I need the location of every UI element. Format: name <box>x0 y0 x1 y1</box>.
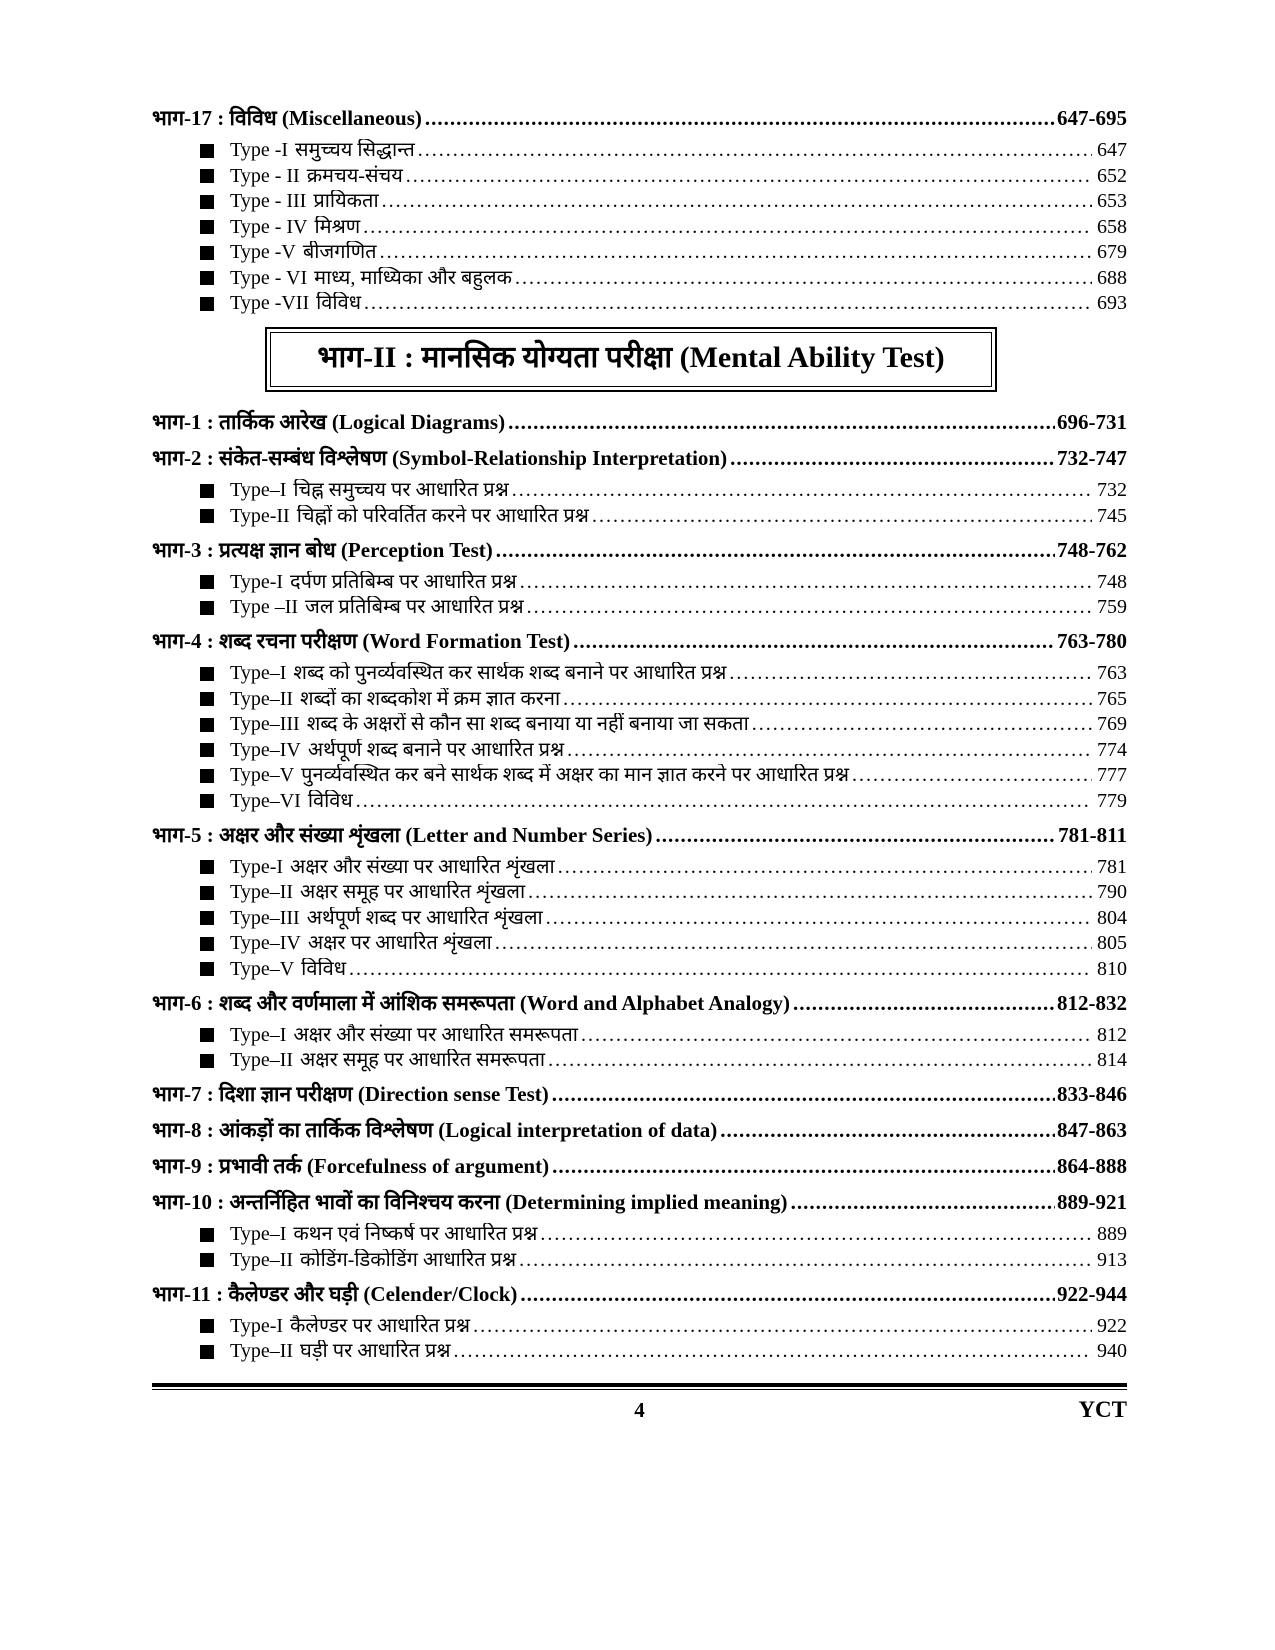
type-row <box>152 1024 1127 1047</box>
square-bullet-icon <box>200 718 214 732</box>
type-page: 688 <box>1097 266 1127 289</box>
section-row <box>152 989 1127 1017</box>
type-page: 812 <box>1097 1023 1127 1046</box>
type-page: 804 <box>1097 906 1127 929</box>
type-row <box>152 1315 1127 1338</box>
type-label: Type -V <box>230 241 296 263</box>
type-row <box>152 713 1127 736</box>
square-bullet-icon <box>200 667 214 681</box>
dot-leader <box>543 907 1092 930</box>
type-label: Type–II <box>230 1049 294 1071</box>
type-label: Type - IV <box>230 215 308 238</box>
type-row <box>152 1249 1127 1272</box>
section-row <box>152 536 1127 564</box>
type-page: 769 <box>1097 713 1127 735</box>
section-pages: 833-846 <box>1057 1082 1127 1106</box>
type-row <box>152 764 1127 787</box>
dot-leader <box>450 1340 1092 1363</box>
type-label: Type–I <box>230 662 287 684</box>
section-title: भाग-10 : अन्तर्निहित भावों का विनिश्चय करना (Determining implied meaning) <box>152 1190 788 1214</box>
section-row <box>152 627 1127 655</box>
type-page: 940 <box>1097 1340 1127 1362</box>
publisher-initials: YCT <box>1078 1397 1127 1422</box>
type-title: पुनर्व्यवस्थित कर बने सार्थक शब्द में अक्षर का मान ज्ञात करने पर आधारित प्रश्न <box>301 764 850 786</box>
type-row <box>152 790 1127 813</box>
type-title: घड़ी पर आधारित प्रश्न <box>300 1340 451 1362</box>
square-bullet-icon <box>200 962 214 976</box>
part-banner-title: भाग-II : मानसिक योग्यता परीक्षा (Mental Ability Test) <box>270 332 992 387</box>
type-title: विविध <box>301 957 347 980</box>
dot-leader <box>493 536 1055 564</box>
square-bullet-icon <box>200 1054 214 1068</box>
square-bullet-icon <box>200 169 214 183</box>
dot-leader <box>415 139 1092 162</box>
type-page: 805 <box>1097 932 1127 954</box>
dot-leader <box>516 1249 1092 1272</box>
section-row <box>152 104 1127 132</box>
dot-leader <box>492 932 1092 955</box>
dot-leader <box>505 408 1055 436</box>
dot-leader <box>353 790 1092 813</box>
section-row <box>152 1152 1127 1180</box>
type-row <box>152 571 1127 594</box>
dot-leader <box>849 764 1092 787</box>
square-bullet-icon <box>200 692 214 706</box>
dot-leader <box>377 241 1092 264</box>
square-bullet-icon <box>200 1028 214 1042</box>
section-row <box>152 1116 1127 1144</box>
type-row <box>152 907 1127 930</box>
type-title: माध्य, माध्यिका और बहुलक <box>314 266 512 289</box>
dot-leader <box>379 190 1092 213</box>
dot-leader <box>726 662 1092 685</box>
section-title: भाग-5 : अक्षर और संख्या शृंखला (Letter and Number Series) <box>152 822 653 847</box>
dot-leader <box>524 596 1092 619</box>
type-label: Type–IV <box>230 932 301 954</box>
type-page: 653 <box>1097 190 1127 212</box>
type-title: विविध <box>307 789 353 812</box>
section-title: भाग-7 : दिशा ज्ञान परीक्षण (Direction sense Test) <box>152 1082 549 1106</box>
section-pages: 748-762 <box>1057 537 1127 562</box>
type-title: मिश्रण <box>314 215 361 238</box>
type-label: Type–III <box>230 713 300 735</box>
dot-leader <box>749 713 1092 736</box>
section-title: भाग-11 : कैलेण्डर और घड़ी (Celender/Clock) <box>152 1281 518 1306</box>
type-title: अक्षर समूह पर आधारित समरूपता <box>300 1049 546 1071</box>
square-bullet-icon <box>200 743 214 757</box>
type-label: Type - VI <box>230 266 308 289</box>
type-title: अर्थपूर्ण शब्द पर आधारित शृंखला <box>306 906 543 929</box>
section-title: भाग-3 : प्रत्यक्ष ज्ञान बोध (Perception Test) <box>152 537 493 562</box>
dot-leader <box>545 1049 1092 1072</box>
page-footer <box>152 1383 1127 1425</box>
type-label: Type–II <box>230 1340 294 1362</box>
type-row <box>152 479 1127 502</box>
dot-leader <box>537 1223 1092 1246</box>
type-label: Type -VII <box>230 292 310 314</box>
type-row <box>152 165 1127 188</box>
square-bullet-icon <box>200 794 214 808</box>
type-row <box>152 958 1127 981</box>
section-pages: 922-944 <box>1057 1281 1127 1306</box>
section-title: भाग-2 : संकेत-सम्बंध विश्लेषण (Symbol-Relationship Interpretation) <box>152 446 728 470</box>
dot-leader <box>470 1315 1092 1338</box>
type-page: 889 <box>1097 1223 1127 1245</box>
dot-leader <box>361 292 1092 315</box>
type-page: 732 <box>1097 479 1127 501</box>
type-page: 810 <box>1097 957 1127 980</box>
square-bullet-icon <box>200 1228 214 1242</box>
type-row <box>152 139 1127 162</box>
type-row <box>152 292 1127 315</box>
section-row <box>152 1280 1127 1308</box>
type-label: Type–IV <box>230 738 301 761</box>
dot-leader <box>555 856 1092 879</box>
type-page: 814 <box>1097 1049 1127 1071</box>
type-page: 693 <box>1097 292 1127 314</box>
type-label: Type - II <box>230 164 300 187</box>
type-page: 790 <box>1097 881 1127 903</box>
square-bullet-icon <box>200 601 214 615</box>
part-banner <box>265 327 997 392</box>
type-label: Type–I <box>230 1223 287 1245</box>
section-pages: 732-747 <box>1057 446 1127 470</box>
type-title: चिह्न समुच्चय पर आधारित प्रश्न <box>293 479 509 501</box>
square-bullet-icon <box>200 769 214 783</box>
type-row <box>152 1223 1127 1246</box>
type-title: क्रमचय-संचय <box>306 164 403 187</box>
type-row <box>152 1340 1127 1363</box>
type-title: अक्षर और संख्या पर आधारित शृंखला <box>290 855 555 878</box>
type-label: Type–II <box>230 881 294 903</box>
type-title: प्रायिकता <box>313 190 379 212</box>
dot-leader <box>717 1116 1055 1144</box>
dot-leader <box>512 267 1092 290</box>
square-bullet-icon <box>200 220 214 234</box>
type-title: अक्षर समूह पर आधारित शृंखला <box>300 881 526 903</box>
dot-leader <box>525 881 1092 904</box>
square-bullet-icon <box>200 860 214 874</box>
square-bullet-icon <box>200 1345 214 1359</box>
section-row <box>152 444 1127 472</box>
square-bullet-icon <box>200 1253 214 1267</box>
type-row <box>152 505 1127 528</box>
dot-leader <box>578 1024 1092 1047</box>
type-page: 647 <box>1097 139 1127 161</box>
type-page: 765 <box>1097 687 1127 710</box>
type-row <box>152 688 1127 711</box>
type-page: 922 <box>1097 1314 1127 1337</box>
section-title: भाग-6 : शब्द और वर्णमाला में आंशिक समरूपता (Word and Alphabet Analogy) <box>152 990 790 1015</box>
type-title: शब्द के अक्षरों से कौन सा शब्द बनाया या नहीं बनाया जा सकता <box>306 713 749 735</box>
type-page: 913 <box>1097 1248 1127 1271</box>
footer-rule <box>152 1383 1127 1387</box>
section-pages: 864-888 <box>1057 1154 1127 1178</box>
square-bullet-icon <box>200 195 214 209</box>
type-title: विविध <box>316 292 362 314</box>
type-row <box>152 881 1127 904</box>
type-page: 779 <box>1097 789 1127 812</box>
type-title: बीजगणित <box>302 241 377 263</box>
dot-leader <box>517 1280 1055 1308</box>
type-title: कथन एवं निष्कर्ष पर आधारित प्रश्न <box>293 1223 538 1245</box>
type-page: 658 <box>1097 215 1127 238</box>
type-label: Type–V <box>230 764 295 786</box>
dot-leader <box>589 505 1092 528</box>
square-bullet-icon <box>200 911 214 925</box>
dot-leader <box>517 571 1092 594</box>
section-pages: 847-863 <box>1057 1118 1127 1142</box>
type-title: शब्दों का शब्दकोश में क्रम ज्ञात करना <box>300 687 561 710</box>
type-label: Type - III <box>230 190 307 212</box>
type-page: 748 <box>1097 570 1127 593</box>
dot-leader <box>560 688 1092 711</box>
type-page: 763 <box>1097 662 1127 684</box>
dot-leader <box>788 1188 1055 1216</box>
type-title: कैलेण्डर पर आधारित प्रश्न <box>290 1314 471 1337</box>
dot-leader <box>422 104 1055 132</box>
type-page: 745 <box>1097 504 1127 527</box>
type-label: Type–I <box>230 1023 287 1046</box>
square-bullet-icon <box>200 575 214 589</box>
dot-leader <box>360 216 1092 239</box>
dot-leader <box>549 1152 1055 1180</box>
type-label: Type-I <box>230 1314 284 1337</box>
square-bullet-icon <box>200 144 214 158</box>
type-label: Type–II <box>230 1248 294 1271</box>
section-title: भाग-8 : आंकड़ों का तार्किक विश्लेषण (Logical interpretation of data) <box>152 1118 718 1142</box>
type-page: 652 <box>1097 164 1127 187</box>
type-title: चिह्नों को परिवर्तित करने पर आधारित प्रश्न <box>296 504 589 527</box>
footer-rule-thin <box>152 1389 1127 1390</box>
type-row <box>152 932 1127 955</box>
type-label: Type–I <box>230 479 287 501</box>
type-row <box>152 190 1127 213</box>
square-bullet-icon <box>200 297 214 311</box>
type-row <box>152 267 1127 290</box>
type-title: समुच्चय सिद्धान्त <box>295 139 415 161</box>
type-label: Type-I <box>230 570 284 593</box>
dot-leader <box>727 444 1055 472</box>
dot-leader <box>564 739 1092 762</box>
dot-leader <box>652 821 1056 849</box>
type-title: जल प्रतिबिम्ब पर आधारित प्रश्न <box>305 596 524 618</box>
square-bullet-icon <box>200 484 214 498</box>
dot-leader <box>403 165 1092 188</box>
section-title: भाग-4 : शब्द रचना परीक्षण (Word Formation Test) <box>152 629 571 653</box>
section-pages: 812-832 <box>1057 990 1127 1015</box>
type-title: अक्षर पर आधारित शृंखला <box>307 932 492 954</box>
type-row <box>152 596 1127 619</box>
section-pages: 696-731 <box>1057 410 1127 434</box>
section-row <box>152 408 1127 436</box>
type-title: अर्थपूर्ण शब्द बनाने पर आधारित प्रश्न <box>307 738 565 761</box>
type-row <box>152 1049 1127 1072</box>
section-title: भाग-1 : तार्किक आरेख (Logical Diagrams) <box>152 410 506 434</box>
dot-leader <box>346 958 1092 981</box>
square-bullet-icon <box>200 937 214 951</box>
dot-leader <box>549 1080 1055 1108</box>
type-page: 774 <box>1097 738 1127 761</box>
section-row <box>152 1080 1127 1108</box>
type-label: Type–V <box>230 957 295 980</box>
type-row <box>152 662 1127 685</box>
square-bullet-icon <box>200 246 214 260</box>
dot-leader <box>570 627 1055 655</box>
type-row <box>152 739 1127 762</box>
section-row <box>152 1188 1127 1216</box>
type-title: शब्द को पुनर्व्यवस्थित कर सार्थक शब्द बनाने पर आधारित प्रश्न <box>293 662 727 684</box>
type-label: Type–III <box>230 906 300 929</box>
type-label: Type-I <box>230 855 284 878</box>
type-title: दर्पण प्रतिबिम्ब पर आधारित प्रश्न <box>290 570 517 593</box>
type-label: Type-II <box>230 504 290 527</box>
type-label: Type–VI <box>230 789 301 812</box>
type-page: 777 <box>1097 764 1127 786</box>
type-label: Type -I <box>230 139 289 161</box>
square-bullet-icon <box>200 271 214 285</box>
type-page: 781 <box>1097 855 1127 878</box>
square-bullet-icon <box>200 1319 214 1333</box>
section-pages: 781-811 <box>1058 822 1127 847</box>
section-pages: 647-695 <box>1057 106 1127 130</box>
type-page: 759 <box>1097 596 1127 618</box>
square-bullet-icon <box>200 509 214 523</box>
section-row <box>152 821 1127 849</box>
page-number: 4 <box>634 1398 645 1422</box>
type-row <box>152 241 1127 264</box>
square-bullet-icon <box>200 886 214 900</box>
type-label: Type–II <box>230 687 294 710</box>
section-title: भाग-9 : प्रभावी तर्क (Forcefulness of argument) <box>152 1154 550 1178</box>
type-page: 679 <box>1097 241 1127 263</box>
toc-sections-before-banner <box>152 104 1127 315</box>
type-row <box>152 856 1127 879</box>
section-pages: 763-780 <box>1057 629 1127 653</box>
toc-sections-after-banner <box>152 408 1127 1363</box>
type-title: अक्षर और संख्या पर आधारित समरूपता <box>293 1023 578 1046</box>
dot-leader <box>509 479 1092 502</box>
type-row <box>152 216 1127 239</box>
type-label: Type –II <box>230 596 299 618</box>
dot-leader <box>790 989 1055 1017</box>
section-pages: 889-921 <box>1057 1190 1127 1214</box>
section-title: भाग-17 : विविध (Miscellaneous) <box>152 106 422 130</box>
type-title: कोडिंग-डिकोडिंग आधारित प्रश्न <box>300 1248 517 1271</box>
